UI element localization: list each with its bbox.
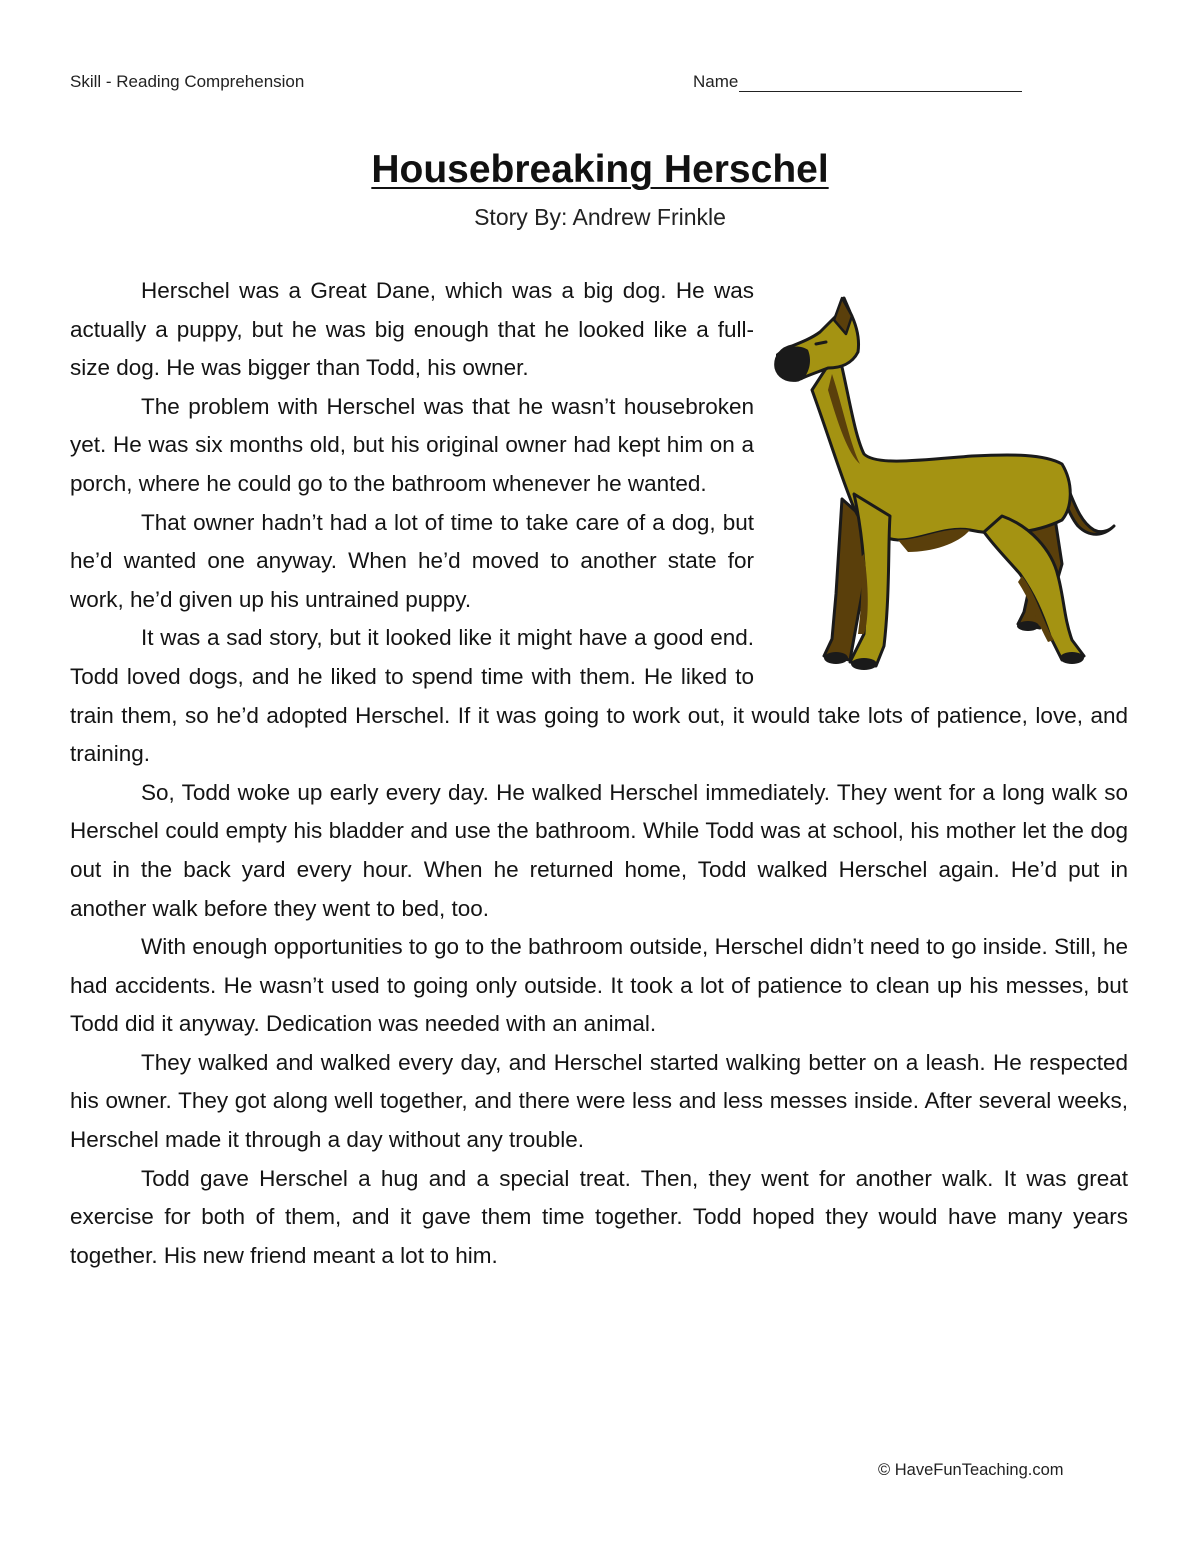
story-title: Housebreaking Herschel [371,148,829,191]
name-field [693,72,1022,92]
story-paragraph-8: Todd gave Herschel a hug and a special treat. Then, they went for another walk. It was great exercise for both of them, and it gave them time together. Todd hoped they would have many years together. His new friend meant a lot to him. [70,1165,1128,1268]
name-label: Name [693,72,739,91]
story-body [70,272,1128,1275]
story-paragraph-1: Herschel was a Great Dane, which was a big dog. He was actually a puppy, but he was big enough that he looked like a full-size dog. He was bigger than Todd, his owner. [70,278,754,381]
story-paragraph-6: With enough opportunities to go to the bathroom outside, Herschel didn’t need to go inside. Still, he had accidents. He wasn’t used to going only outside. It took a lot of patience to clean up his messes, but Todd did it anyway. Dedication was needed with an animal. [70,934,1128,1037]
skill-label: Skill - Reading Comprehension [70,72,305,91]
story-byline: Story By: Andrew Frinkle [474,204,726,230]
dog-illustration [770,272,1128,677]
story-paragraph-3: That owner hadn’t had a lot of time to take care of a dog, but he’d wanted one anyway. When he’d moved to another state for work, he’d given up his untrained puppy. [70,509,754,612]
copyright-footer: © HaveFunTeaching.com [878,1461,1064,1479]
story-paragraph-2: The problem with Herschel was that he wasn’t housebroken yet. He was six months old, but his original owner had kept him on a porch, where he could go to the bathroom whenever he wanted. [70,393,754,496]
story-paragraph-4: It was a sad story, but it looked like it might have a good end. Todd loved dogs, and he liked to spend time with them. He liked to train them, so he’d adopted Herschel. If it was going to work out, it would take lots of patience, love, and training. [70,625,1128,767]
name-blank-line[interactable] [739,73,1022,92]
great-dane-dog-icon [772,294,1117,679]
story-paragraph-5: So, Todd woke up early every day. He walked Herschel immediately. They went for a long walk so Herschel could empty his bladder and use the bathroom. While Todd was at school, his mother let the dog out in the back yard every hour. When he returned home, Todd walked Herschel again. He’d put in another walk before they went to bed, too. [70,779,1128,921]
story-paragraph-7: They walked and walked every day, and Herschel started walking better on a leash. He respected his owner. They got along well together, and there were less and less messes inside. After several weeks, Herschel made it through a day without any trouble. [70,1049,1128,1153]
